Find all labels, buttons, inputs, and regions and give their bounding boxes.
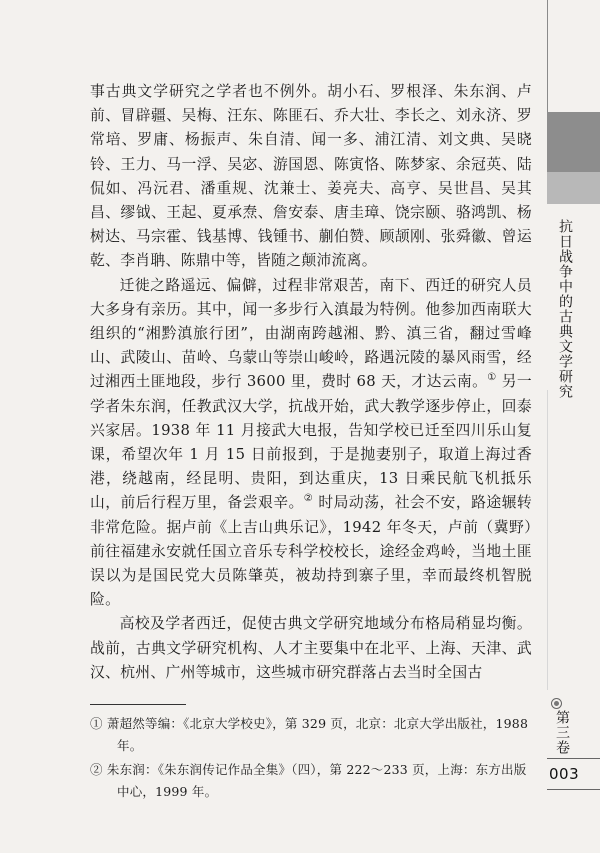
page-number-box (547, 758, 600, 790)
text-segment: 另一学者朱东润，任教武汉大学，抗战开始，武大教学逐步停止，回泰兴家居。1938 年 11 月接武大电报，告知学校已迁至四川乐山复课，希望次年 1 月 15 日前报到，于是抛妻别子，取道上海过香港，绕越南，经昆明、贵阳，到达重庆，13 日乘民航飞机抵乐山，前后行程万里，备尝艰辛。 (90, 373, 532, 512)
footnote-text: 朱东润：《朱东润传记作品全集》（四），第 222～233 页，上海：东方出版中心，1999 年。 (106, 762, 527, 799)
margin-rule (547, 0, 548, 112)
footnote-ref: ① (487, 372, 497, 384)
circle-bullet-icon (551, 698, 562, 709)
footnote-mark: ① (90, 716, 103, 731)
footnotes (90, 713, 532, 805)
running-title: 抗日战争中的古典文学研究 (557, 219, 573, 399)
footnote (90, 759, 532, 802)
paragraph (90, 80, 532, 274)
margin-shaded-block (547, 112, 600, 204)
footnote-divider (90, 704, 186, 705)
text-segment: 时局动荡，社会不安，路途辗转非常危险。据卢前《上吉山典乐记》，1942 年冬天，卢前（冀野）前往福建永安就任国立音乐专科学校校长，途经金鸡岭，当地土匪误以为是国民党大员陈肇英，被劫持到寨子里，幸而最终机智脱险。 (90, 494, 532, 609)
text-segment: 事古典文学研究之学者也不例外。胡小石、罗根泽、朱东润、卢前、冒辟疆、吴梅、汪东、陈匪石、乔大壮、李长之、刘永济、罗常培、罗庸、杨振声、朱自清、闻一多、浦江清、刘文典、吴晓铃、王力、马一浮、吴宓、游国恩、陈寅恪、陈梦家、余冠英、陆侃如、冯沅君、潘重规、沈兼士、姜亮夫、高亨、吴世昌、吴其昌、缪钺、王起、夏承焘、詹安泰、唐圭璋、饶宗颐、骆鸿凯、杨树达、马宗霍、钱基博、钱锺书、蒯伯赞、顾颉刚、张舜徽、曾运乾、李肖聃、陈鼎中等，皆随之颠沛流离。 (90, 83, 532, 270)
footnote (90, 713, 532, 756)
footnote-text: 萧超然等编：《北京大学校史》，第 329 页，北京：北京大学出版社，1988 年。 (106, 716, 529, 753)
footnote-mark: ② (90, 762, 103, 777)
paragraph (90, 274, 532, 613)
paragraph (90, 612, 532, 685)
text-segment: 迁徙之路遥远、偏僻，过程非常艰苦，南下、西迁的研究人员大多身有亲历。其中，闻一多步行入滇最为特例。他参加西南联大组织的“湘黔滇旅行团”，由湖南跨越湘、黔、滇三省，翻过雪峰山、武陵山、苗岭、乌蒙山等崇山峻岭，路遇沅陵的暴风雨雪，经过湘西土匪地段，步行 3600 里，费时 68 天，才达云南。 (90, 276, 532, 391)
volume-label: 第三卷 (554, 710, 570, 755)
footnote-ref: ② (303, 493, 314, 505)
main-text (90, 80, 532, 685)
margin-rule (547, 390, 548, 690)
running-head-column (547, 0, 600, 853)
page-number: 003 (549, 765, 580, 783)
text-segment: 高校及学者西迁，促使古典文学研究地域分布格局稍显均衡。战前，古典文学研究机构、人才主要集中在北平、上海、天津、武汉、杭州、广州等城市，这些城市研究群落占去当时全国古 (90, 615, 532, 681)
